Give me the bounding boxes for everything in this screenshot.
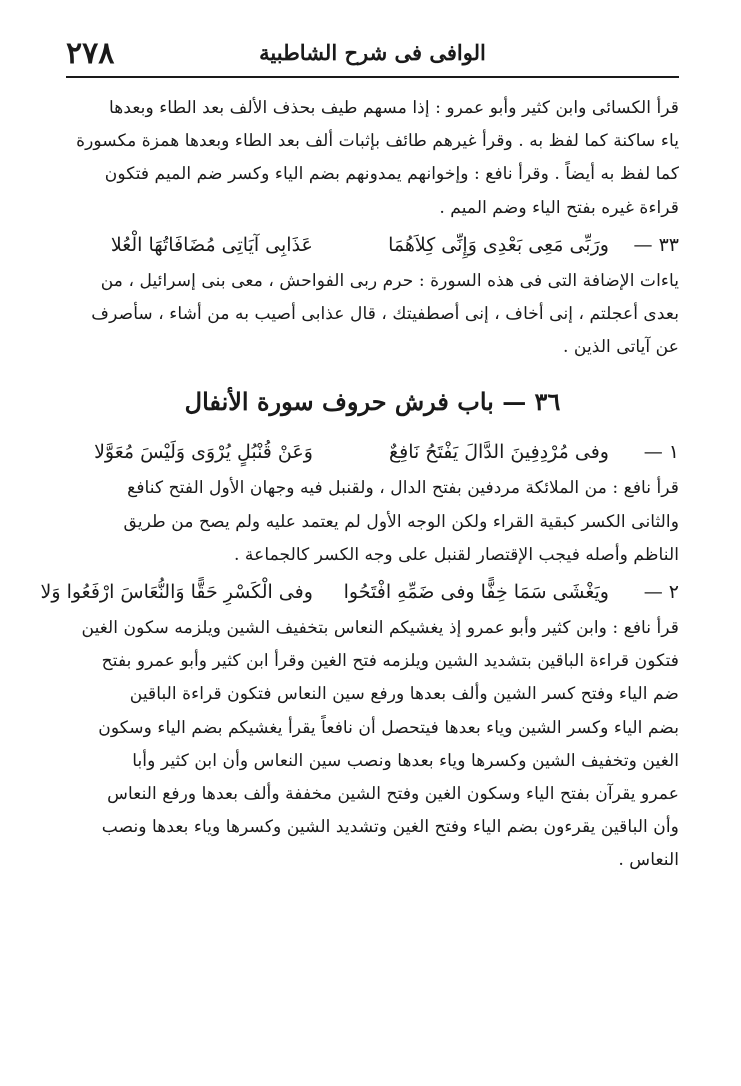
text-line: ضم الياء وفتح كسر الشين وألف بعدها ورفع سين النعاس فتكون قراءة الباقين	[129, 684, 679, 705]
commentary-paragraph-2	[66, 265, 679, 365]
text-line: الغين وتخفيف الشين وكسرها وياء بعدها ونصب سين النعاس وأن ابن كثير وأبا	[132, 750, 679, 771]
verse-number: ١ —	[643, 441, 679, 464]
verse-second-hemistich: وفى الْكَسْرِ حَقًّا وَالنُّعَاسَ ارْفَعُوا وَلا	[40, 581, 313, 604]
verse-first-hemistich: ويَغْشَى سَمَا خِفًّا وفى ضَمِّهِ افْتَحُوا	[343, 581, 609, 604]
text-line: قرأ الكسائى وابن كثير وأبو عمرو : إذا مسهم طيف بحذف الألف بعد الطاء وبعدها	[109, 98, 679, 118]
text-line: فتكون قراءة الباقين بتشديد الشين ويلزمه فتح الغين وقرأ ابن كثير وأبو عمرو بفتح	[101, 651, 679, 672]
text-line: قراءة غيره بفتح الياء وضم الميم .	[439, 197, 679, 218]
text-line: النعاس .	[618, 850, 679, 871]
text-line: عمرو يقرآن بفتح الياء وسكون الغين وفتح الشين مخففة وألف بعدها ورفع النعاس	[107, 784, 679, 805]
verse-first-hemistich: وفى مُرْدِفِينَ الدَّالَ يَفْتَحُ نَافِعٌ	[389, 441, 609, 464]
text-line: بعدى أعجلتم ، إنى أخاف ، إنى أصطفيتك ، قال عذابى أصيب به من أشاء ، سأصرف	[91, 304, 679, 325]
chapter-heading: ٣٦ — باب فرش حروف سورة الأنفال	[184, 387, 561, 417]
verse-first-hemistich: ورَبِّى مَعِى بَعْدِى وَإِنِّى كِلاَهُمَا	[388, 233, 609, 256]
verse-second-hemistich: عَذَابِى آيَاتِى مُضَافَاتُهَا الْعُلا	[110, 233, 313, 256]
verse-number: ٢ —	[643, 581, 679, 604]
text-line: ياءات الإضافة التى فى هذه السورة : حرم ربى الفواحش ، معى بنى إسرائيل ، من	[100, 270, 679, 291]
text-line: ياء ساكنة كما لفظ به . وقرأ غيرهم طائف بإثبات ألف بعد الطاء وبعدها همزة مكسورة	[76, 131, 679, 152]
page-number: ٢٧٨	[66, 36, 115, 71]
verse-second-hemistich: وَعَنْ قُنْبُلٍ يُرْوَى وَلَيْسَ مُعَوَّلا	[94, 441, 313, 464]
text-line: والثانى الكسر كبقية القراء ولكن الوجه الأول لم يعتمد عليه ولم يصح من طريق	[123, 511, 679, 532]
page-content	[40, 92, 679, 878]
text-line: بضم الياء وكسر الشين وياء بعدها فيتحصل أن نافعاً يقرأ يغشيكم بضم الياء وسكون	[98, 717, 679, 738]
text-line: وأن الباقين يقرءون بضم الياء وفتح الغين وتشديد الشين وكسرها وياء بعدها ونصب	[101, 817, 679, 838]
running-title: الوافى فى شرح الشاطبية	[259, 40, 486, 65]
verse-33	[66, 227, 679, 263]
commentary-paragraph-4	[66, 612, 679, 878]
commentary-paragraph-3	[66, 472, 679, 572]
commentary-paragraph-1	[66, 92, 679, 225]
verse-1	[66, 434, 679, 470]
text-line: الناظم وأصله فيجب الإقتصار لقنبل على وجه الكسر كالجماعة .	[233, 544, 679, 565]
verse-number: ٣٣ —	[633, 233, 679, 256]
text-line: عن آياتى الذين .	[563, 337, 679, 358]
text-line: قرأ نافع : وابن كثير وأبو عمرو إذ يغشيكم النعاس بتخفيف الشين ويلزمه سكون الغين	[81, 618, 679, 639]
verse-2	[40, 574, 679, 610]
page-header	[66, 30, 679, 78]
text-line: كما لفظ به أيضاً . وقرأ نافع : وإخوانهم يمدونهم بضم الياء وكسر ضم الميم فتكون	[104, 164, 679, 185]
text-line: قرأ نافع : من الملائكة مردفين بفتح الدال ، ولقنبل فيه وجهان الأول الفتح كنافع	[127, 478, 679, 499]
